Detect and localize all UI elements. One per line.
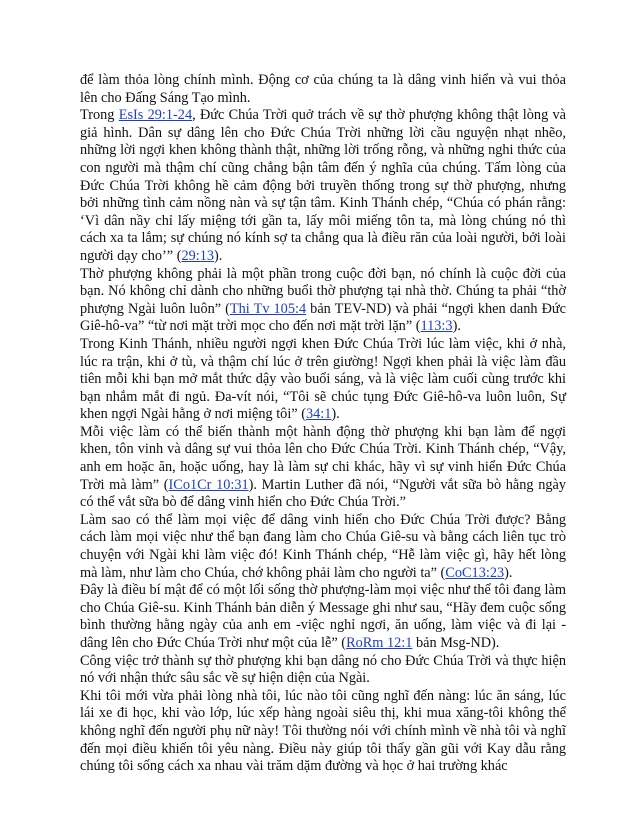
scripture-reference-link[interactable]: EsIs 29:1-24 [118,107,193,124]
document-body [80,72,566,776]
scripture-reference-link[interactable]: RoRm 12:1 [346,635,413,651]
paragraph-text: để làm thỏa lòng chính mình. Động cơ của chúng ta là dâng vinh hiển và vui thỏa lên cho Đấng Sáng Tạo mình. [80,72,566,106]
paragraph-text: Trong [80,107,119,124]
paragraph-text: , Đức Chúa Trời quở trách về sự thờ phượng không thật lòng và giả hình. Dân sự dâng lên cho Đức Chúa Trời những lời cầu nguyện nhạt nhẽo, những lời ngợi khen không thành thật, những lời trống rỗng, và những nghi thức của con người mà thậm chí cũng chẳng bận tâm đến ý nghĩa của chúng. Tấm lòng của Đức Chúa Trời không hề cảm động bởi truyền thống trong sự thờ phượng, nhưng bởi những tình cảm nồng nàn và sự tận tâm. Kinh Thánh chép, “Chúa có phán rằng: ‘Vì dân nầy chỉ lấy miệng tới gần ta, lấy môi miếng tôn ta, mà lòng chúng nó thì cách xa ta lắm; sự chúng nó kính sợ ta chẳng qua là điều răn của loài người, bởi loài người dạy cho’” ( [80,107,566,264]
paragraph [80,72,566,107]
paragraph [80,107,566,265]
paragraph-text: Thờ phượng không phải là một phần trong cuộc đời bạn, nó chính là cuộc đời của bạn. Nó không chỉ dành cho những buổi thờ phượng tại nhà thờ. Chúng ta phải “thờ phượng Ngài luôn luôn” ( [80,265,566,317]
scripture-reference-link[interactable]: 113:3 [420,318,453,335]
scripture-reference-link[interactable]: Thi Tv 105:4 [229,300,307,317]
paragraph-text: Làm sao có thể làm mọi việc để dâng vinh hiển cho Đức Chúa Trời được? Bằng cách làm mọi việc như thể bạn đang làm cho Chúa Giê-su và bằng cách liên tục trò chuyện với Ngài khi làm việc đó! Kinh Thánh chép, “Hễ làm việc gì, hãy hết lòng mà làm, như làm cho Chúa, chớ không phải làm cho người ta” ( [80,511,566,581]
paragraph-text: Mỗi việc làm có thể biến thành một hành động thờ phượng khi bạn làm để ngợi khen, tôn vinh và dâng sự vui thỏa lên cho Đức Chúa Trời. Kinh Thánh chép, “Vậy, anh em hoặc ăn, hoặc uống, hay là làm sự chi khác, hãy vì sự vinh hiển Đức Chúa Trời mà làm” ( [80,423,566,493]
scripture-reference-link[interactable]: 29:13 [181,247,215,264]
paragraph-text: ). Martin Luther đã nói, “Người vắt sữa bò hằng ngày có thể vắt sữa bò để dâng vinh hiển cho Đức Chúa Trời.” [80,476,567,511]
paragraph [80,266,566,336]
paragraph [80,653,566,688]
paragraph-text: ). [331,406,340,423]
scripture-reference-link[interactable]: 34:1 [305,406,332,423]
scripture-reference-link[interactable]: ICo1Cr 10:31 [168,476,249,493]
paragraph [80,582,566,652]
paragraph-text: bản Msg-ND). [412,635,500,651]
paragraph-text: Trong Kinh Thánh, nhiều người ngợi khen Đức Chúa Trời lúc làm việc, khi ở nhà, lúc ra trận, khi ở tù, và thậm chí lúc ở trên giường! Ngợi khen phải là việc làm đầu tiên mỗi khi bạn mở mắt thức dậy vào buổi sáng, và là việc làm cuối cùng trước khi bạn nhắm mắt đi ngủ. Đa-vít nói, “Tôi sẽ chúc tụng Đức Giê-hô-va luôn luôn, Sự khen ngợi Ngài hằng ở nơi miệng tôi” ( [80,335,566,423]
paragraph-text: bản TEV-ND) và phải “ngợi khen danh Đức Giê-hô-va” “từ nơi mặt trời mọc cho đến nơi mặt trời lặn” ( [80,300,566,335]
paragraph-text: ). [214,247,223,264]
paragraph [80,688,566,776]
paragraph-text: Đây là điều bí mật để có một lối sống thờ phượng-làm mọi việc như thể tôi đang làm cho Chúa Giê-su. Kinh Thánh bản diễn ý Message ghi như sau, “Hãy đem cuộc sống bình thường hằng ngày của anh em -việc nghỉ ngơi, ăn uống, làm việc và đi lại -dâng lên cho Đức Chúa Trời như một của lễ” ( [80,582,566,651]
paragraph-text: Khi tôi mới vừa phải lòng nhà tôi, lúc nào tôi cũng nghĩ đến nàng: lúc ăn sáng, lúc lái xe đi học, khi vào lớp, lúc xếp hàng ngoài siêu thị, khi mua xăng-tôi không thể không nghĩ đến người phụ nữ này! Tôi thường nói với chính mình về nhà tôi và nghĩ đến mọi điều khiến tôi yêu nàng. Điều này giúp tôi thấy gần gũi với Kay dẫu rằng chúng tôi sống cách xa nhau vài trăm dặm đường và học ở hai trường khác [80,687,566,775]
paragraph [80,424,566,512]
scripture-reference-link[interactable]: CoC13:23 [445,564,505,581]
paragraph-text: ). [452,318,461,335]
paragraph [80,512,566,582]
paragraph-text: ). [504,564,513,581]
paragraph-text: Công việc trở thành sự thờ phượng khi bạn dâng nó cho Đức Chúa Trời và thực hiện nó với nhận thức sâu sắc về sự hiện diện của Ngài. [80,652,566,687]
paragraph [80,336,566,424]
